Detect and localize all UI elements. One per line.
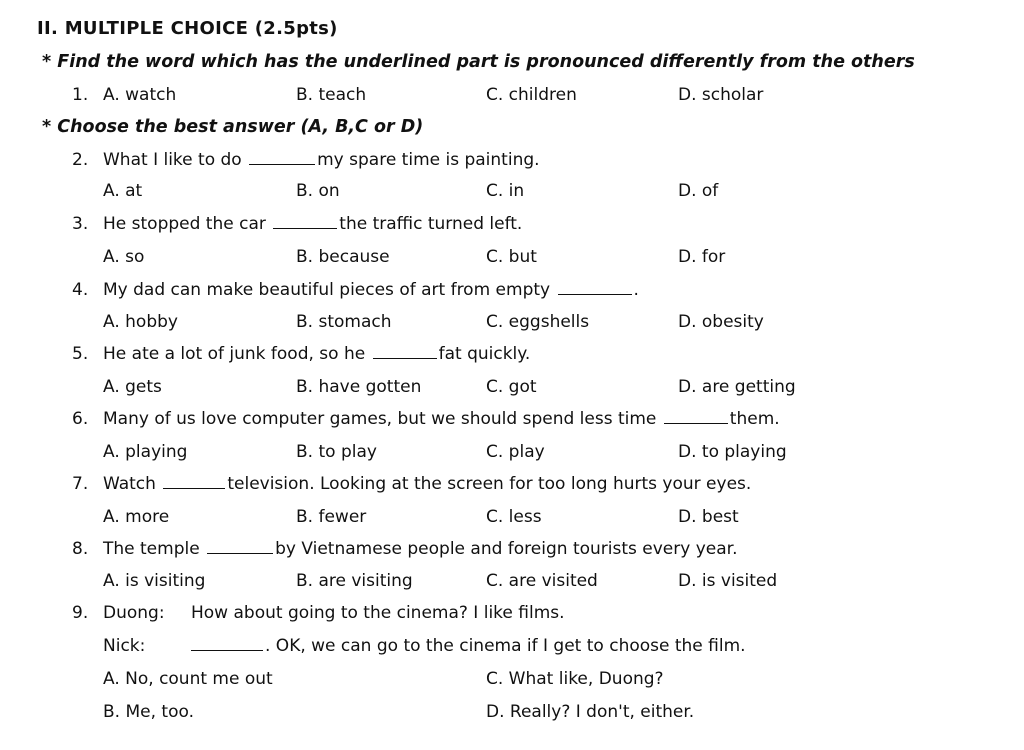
q7-blank[interactable] [163,474,225,489]
q6-option-d: D. to playing [678,442,787,462]
q3-option-b: B. because [296,247,390,267]
q8-option-b: B. are visiting [296,571,413,591]
q5-blank[interactable] [373,344,437,359]
q7-option-a: A. more [103,507,170,527]
q6-option-a: A. playing [103,442,188,462]
q3-stem-before: He stopped the car [103,214,266,234]
q3-blank[interactable] [273,214,337,229]
q2-option-b: B. on [296,181,340,201]
q9-line2 [191,635,746,657]
q5-option-d: D. are getting [678,377,796,397]
q8-blank[interactable] [207,539,273,554]
q8-option-a: A. is visiting [103,571,206,591]
q5-option-c: C. got [486,377,537,397]
q9-option-c: C. What like, Duong? [486,669,664,689]
question-number: 6. [72,409,89,429]
q6-blank[interactable] [664,409,728,424]
q8-option-d: D. is visited [678,571,778,591]
q8-option-c: C. are visited [486,571,598,591]
instruction-best-answer: * Choose the best answer (A, B,C or D) [42,117,424,137]
q5-option-a: A. gets [103,377,162,397]
q9-speaker2: Nick: [103,636,146,656]
q7-stem-after: television. Looking at the screen for too long hurts your eyes. [227,474,752,494]
q7-stem-before: Watch [103,474,156,494]
q9-line1: How about going to the cinema? I like films. [191,603,565,623]
q3-option-c: C. but [486,247,537,267]
q4-option-c: C. eggshells [486,312,590,332]
q2-blank[interactable] [249,150,315,165]
question-number: 8. [72,539,89,559]
q1-option-c: C. children [486,85,577,105]
q9-option-a: A. No, count me out [103,669,273,689]
q1-option-b: B. teach [296,85,367,105]
q9-blank[interactable] [191,636,263,651]
q4-option-b: B. stomach [296,312,392,332]
q9-option-d: D. Really? I don't, either. [486,702,695,722]
section-title: II. MULTIPLE CHOICE (2.5pts) [37,18,338,39]
q6-option-c: C. play [486,442,545,462]
question-number: 2. [72,150,89,170]
q6-option-b: B. to play [296,442,377,462]
q3-option-a: A. so [103,247,145,267]
q5-stem [103,343,530,365]
q1-option-a: A. watch [103,85,177,105]
q9-option-b: B. Me, too. [103,702,194,722]
q7-option-d: D. best [678,507,739,527]
q2-stem-before: What I like to do [103,150,242,170]
question-number: 9. [72,603,89,623]
q6-stem-before: Many of us love computer games, but we should spend less time [103,409,657,429]
q2-option-a: A. at [103,181,143,201]
q4-stem-before: My dad can make beautiful pieces of art from empty [103,280,551,300]
question-number: 3. [72,214,89,234]
q3-stem [103,213,522,235]
q9-line2-after: . OK, we can go to the cinema if I get to choose the film. [265,636,746,656]
q4-stem-after: . [633,280,639,300]
q7-stem [103,473,751,495]
instruction-pronunciation: * Find the word which has the underlined part is pronounced differently from the others [42,52,915,72]
q4-blank[interactable] [558,280,632,295]
q6-stem-after: them. [729,409,780,429]
question-number: 7. [72,474,89,494]
q2-option-c: C. in [486,181,525,201]
q3-stem-after: the traffic turned left. [339,214,523,234]
q4-stem [103,279,639,301]
q5-stem-after: fat quickly. [438,344,531,364]
q5-option-b: B. have gotten [296,377,422,397]
q7-option-b: B. fewer [296,507,367,527]
q7-option-c: C. less [486,507,542,527]
question-number: 4. [72,280,89,300]
q2-stem-after: my spare time is painting. [317,150,540,170]
q2-stem [103,149,540,171]
q8-stem [103,538,738,560]
question-number: 1. [72,85,89,105]
q9-speaker1: Duong: [103,603,165,623]
q5-stem-before: He ate a lot of junk food, so he [103,344,366,364]
q8-stem-after: by Vietnamese people and foreign tourists every year. [275,539,738,559]
q6-stem [103,408,780,430]
q3-option-d: D. for [678,247,726,267]
q2-option-d: D. of [678,181,719,201]
q4-option-d: D. obesity [678,312,764,332]
q1-option-d: D. scholar [678,85,764,105]
q8-stem-before: The temple [103,539,200,559]
q4-option-a: A. hobby [103,312,178,332]
question-number: 5. [72,344,89,364]
